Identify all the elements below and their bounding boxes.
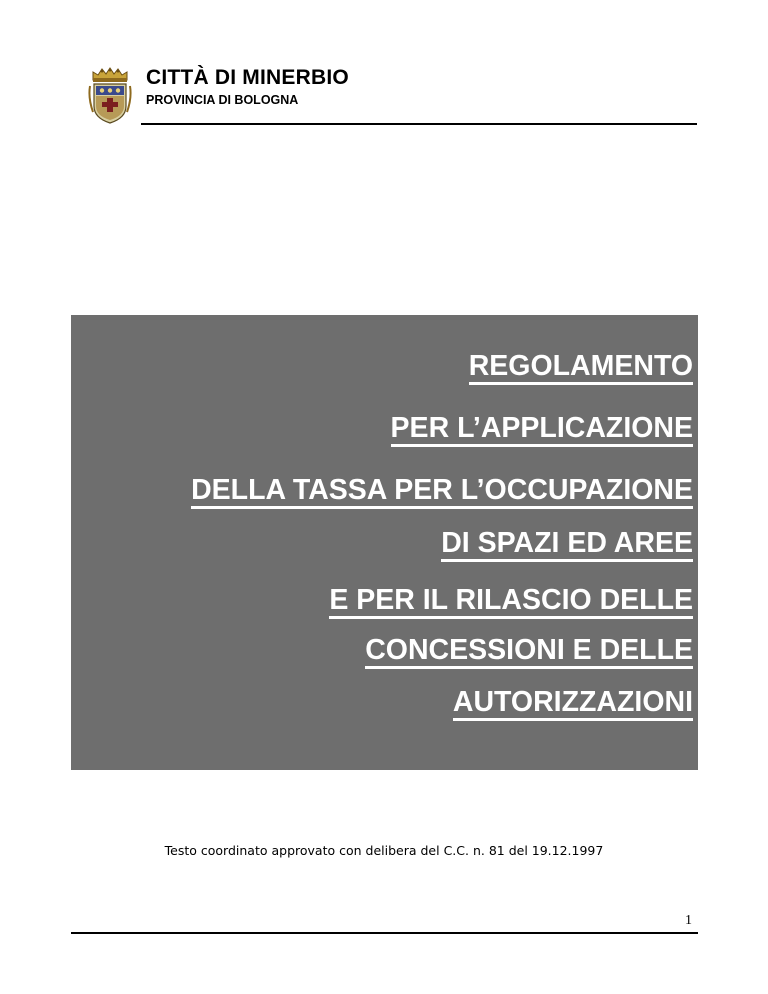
header-divider <box>141 123 697 125</box>
page-number: 1 <box>685 913 692 928</box>
title-box <box>71 315 698 770</box>
title-line-2: PER L’APPLICAZIONE <box>391 412 693 447</box>
approval-note: Testo coordinato approvato con delibera del C.C. n. 81 del 19.12.1997 <box>164 843 604 858</box>
city-name: CITTÀ DI MINERBIO <box>146 66 349 89</box>
title-line-3: DELLA TASSA PER L’OCCUPAZIONE <box>191 474 693 509</box>
title-line-4: DI SPAZI ED AREE <box>441 527 693 562</box>
title-line-6: CONCESSIONI E DELLE <box>365 634 693 669</box>
title-line-1: REGOLAMENTO <box>469 350 693 385</box>
province-name: PROVINCIA DI BOLOGNA <box>146 93 299 107</box>
footer-divider <box>71 932 698 934</box>
title-line-5: E PER IL RILASCIO DELLE <box>329 584 693 619</box>
city-coat-of-arms-icon <box>88 66 132 124</box>
title-line-7: AUTORIZZAZIONI <box>453 686 693 721</box>
letterhead <box>146 66 349 108</box>
